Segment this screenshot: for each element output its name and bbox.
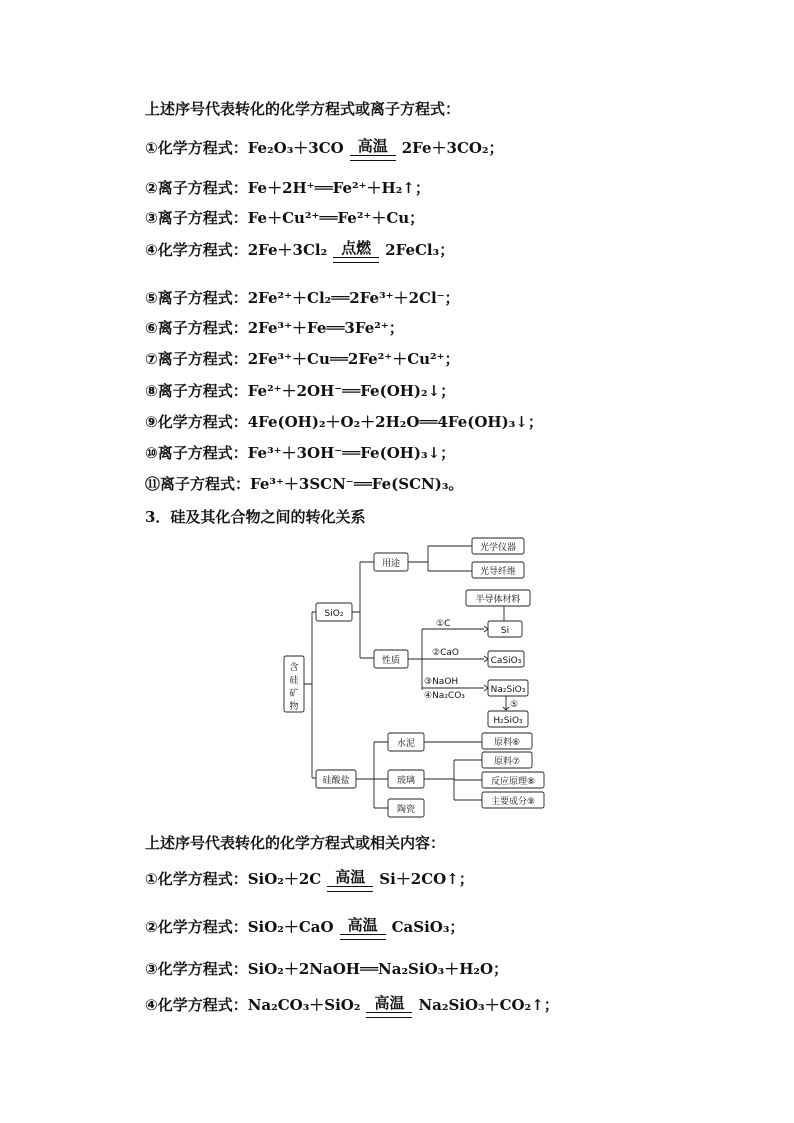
equation-3: ③离子方程式：Fe＋Cu²⁺══Fe²⁺＋Cu； — [145, 209, 425, 227]
section3-heading: 3．硅及其化合物之间的转化关系 — [145, 508, 366, 526]
product-si: Si — [500, 626, 510, 636]
condition: 高温 — [340, 916, 386, 940]
material-1: 原料⑥ — [493, 738, 521, 748]
condition: 高温 — [327, 868, 373, 892]
root-char-3: 矿 — [289, 689, 299, 699]
equation-6: ⑥离子方程式：2Fe³⁺＋Fe══3Fe²⁺； — [145, 319, 404, 337]
equation-8: ⑧离子方程式：Fe²⁺＋2OH⁻══Fe(OH)₂↓； — [145, 382, 456, 400]
condition: 高温 — [366, 994, 412, 1018]
property-label: 性质 — [381, 656, 401, 666]
silicate-item-2: 玻璃 — [396, 776, 416, 786]
equation-5: ⑤离子方程式：2Fe²⁺＋Cl₂══2Fe³⁺＋2Cl⁻； — [145, 289, 460, 307]
si-equation-2: ②化学方程式：SiO₂＋CaO 高温 CaSiO₃； — [145, 916, 464, 940]
arrow-label-3: ③NaOH — [424, 677, 459, 687]
product-casio3: CaSiO₃ — [490, 656, 522, 666]
sio2-label: SiO₂ — [324, 609, 344, 619]
eq-label: ①化学方程式： — [145, 139, 248, 157]
section-intro: 上述序号代表转化的化学方程式或离子方程式： — [145, 100, 461, 118]
use-item-2: 光导纤维 — [479, 567, 517, 577]
use-item-1: 光学仪器 — [479, 543, 517, 553]
silicon-diagram — [278, 532, 578, 822]
eq-left: Fe₂O₃＋3CO — [247, 139, 344, 157]
use-label: 用途 — [381, 559, 401, 569]
semiconductor-label: 半导体材料 — [475, 595, 521, 605]
equation-11: ⑪离子方程式：Fe³⁺＋3SCN⁻══Fe(SCN)₃。 — [145, 475, 464, 493]
equation-4: ④化学方程式：2Fe＋3Cl₂ 点燃 2FeCl₃； — [145, 239, 454, 263]
silicate-label: 硅酸盐 — [322, 776, 350, 786]
material-3: 反应原理⑧ — [490, 777, 536, 787]
si-equation-4: ④化学方程式：Na₂CO₃＋SiO₂ 高温 Na₂SiO₃＋CO₂↑； — [145, 994, 559, 1018]
arrow-label-1: ①C — [436, 619, 451, 629]
material-2: 原料⑦ — [493, 757, 521, 767]
equation-7: ⑦离子方程式：2Fe³⁺＋Cu══2Fe²⁺＋Cu²⁺； — [145, 350, 460, 368]
root-char-1: 含 — [289, 663, 299, 673]
silicate-item-3: 陶瓷 — [396, 805, 416, 815]
root-char-2: 硅 — [289, 676, 299, 686]
product-na2sio3: Na₂SiO₃ — [490, 685, 526, 695]
condition: 点燃 — [333, 239, 379, 263]
section-intro-2: 上述序号代表转化的化学方程式或相关内容： — [145, 834, 446, 852]
arrow-label-4: ④Na₂CO₃ — [424, 691, 465, 701]
product-h2sio3: H₂SiO₃ — [493, 716, 523, 726]
silicate-item-1: 水泥 — [396, 739, 416, 749]
si-equation-1: ①化学方程式：SiO₂＋2C 高温 Si＋2CO↑； — [145, 868, 474, 892]
equation-1 — [145, 137, 504, 161]
equation-9: ⑨化学方程式：4Fe(OH)₂＋O₂＋2H₂O══4Fe(OH)₃↓； — [145, 413, 543, 431]
equation-2: ②离子方程式：Fe＋2H⁺══Fe²⁺＋H₂↑； — [145, 179, 430, 197]
arrow-label-5: ⑤ — [510, 700, 519, 710]
arrow-label-2: ②CaO — [432, 648, 459, 658]
material-4: 主要成分⑨ — [490, 797, 536, 807]
root-char-4: 物 — [289, 702, 299, 712]
eq-right: 2Fe＋3CO₂； — [401, 139, 504, 157]
equation-10: ⑩离子方程式：Fe³⁺＋3OH⁻══Fe(OH)₃↓； — [145, 444, 456, 462]
si-equation-3: ③化学方程式：SiO₂＋2NaOH══Na₂SiO₃＋H₂O； — [145, 960, 509, 978]
condition: 高温 — [350, 137, 396, 161]
